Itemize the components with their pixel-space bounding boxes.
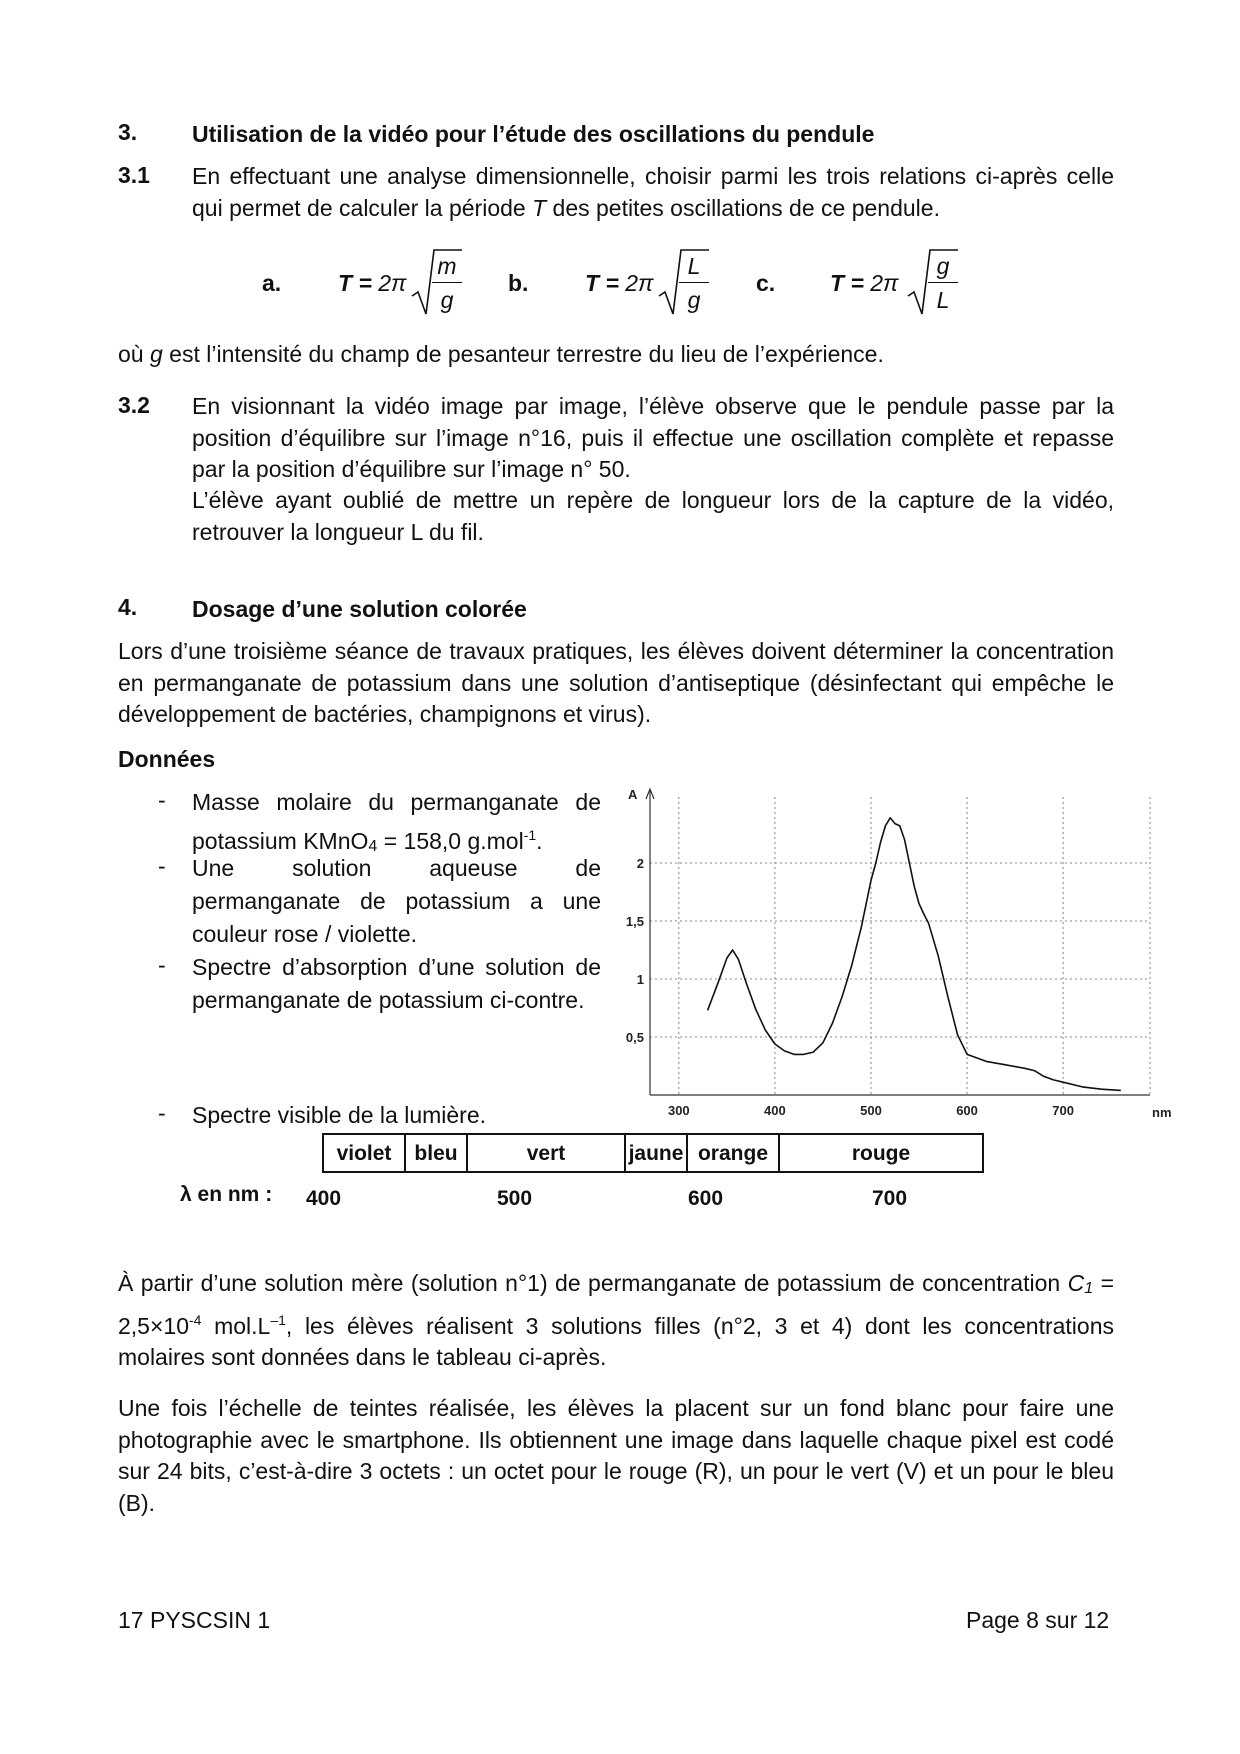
x-tick-label: 500	[860, 1103, 882, 1118]
molar-mass-subscript: 4	[368, 838, 378, 855]
formula-label: a.	[262, 270, 282, 296]
para1-text-a: À partir d’une solution mère (solution n°1) de permanganate de potassium de concentration	[118, 1270, 1068, 1296]
formula-denominator: g	[687, 287, 701, 313]
y-tick-label: 1	[636, 972, 644, 987]
spectrum-band-jaune: jaune	[626, 1135, 688, 1171]
question-3-2-text-2: L’élève ayant oublié de mettre un repère de longueur lors de la capture de la vidéo, retrouver la longueur L du fil.	[192, 487, 1114, 545]
formula-fraction	[679, 250, 709, 315]
section-4-intro: Lors d’une troisième séance de travaux pratiques, les élèves doivent déterminer la concentration en permanganate de potassium dans une solution d’antiseptique (désinfectant qui empêche le développement de bactéries, champignons et virus).	[118, 638, 1114, 727]
section-3-title: Utilisation de la vidéo pour l’étude des oscillations du pendule	[192, 121, 875, 147]
formula-label: b.	[508, 270, 529, 296]
gravity-note	[118, 339, 1114, 371]
wavelength-axis-label: λ en nm :	[180, 1183, 273, 1206]
x-tick-label: 300	[667, 1103, 690, 1118]
x-tick-label: 600	[956, 1103, 978, 1118]
formula-a	[262, 250, 472, 320]
formula-lhs: T =	[830, 270, 864, 296]
section-4-number: 4.	[118, 594, 138, 620]
question-3-2-text: En visionnant la vidéo image par image, l’élève observe que le pendule passe par la position d’équilibre sur l’image n°16, puis il effectue une oscillation complète et repasse par la position d’équilibre sur l’image n° 50.	[192, 393, 1114, 482]
formula-coef: 2π	[625, 270, 654, 296]
spectrum-band-violet: violet	[324, 1135, 406, 1171]
donnees-title: Données	[118, 746, 216, 772]
list-dash: -	[158, 853, 166, 879]
y-tick-label: 1,5	[625, 914, 644, 929]
formula-fraction	[928, 250, 958, 315]
wavelength-tick: 600	[688, 1187, 724, 1210]
formula-numerator: m	[432, 250, 462, 283]
spectrum-band-rouge: rouge	[851, 1142, 911, 1165]
y-axis-label: A	[628, 787, 638, 802]
footer-exam-code: 17 PYSCSIN 1	[118, 1607, 271, 1633]
x-tick-label: 700	[1052, 1103, 1074, 1118]
molar-mass-text-c: .	[536, 828, 543, 854]
list-dash: -	[158, 952, 166, 978]
concentration-subscript: 1	[1084, 1280, 1094, 1297]
para1-text-e: , les élèves réalisent 3 solutions filles (n°2, 3 et 4) dont les concentrations molaires sont données dans le tableau ci-après.	[118, 1312, 1114, 1370]
formula-denominator: g	[440, 287, 454, 313]
section-4-title: Dosage d’une solution colorée	[192, 596, 527, 622]
molar-mass-superscript: -1	[523, 827, 537, 843]
question-3-1-number: 3.1	[118, 162, 150, 188]
y-tick-label: 0,5	[625, 1030, 644, 1045]
formula-b	[508, 250, 718, 320]
formula-lhs: T =	[338, 270, 372, 296]
list-item-visible-spectrum: Spectre visible de la lumière.	[192, 1102, 487, 1128]
wavelength-tick: 400	[306, 1187, 342, 1210]
list-dash: -	[158, 787, 166, 813]
formula-coef: 2π	[378, 270, 407, 296]
section-3-number: 3.	[118, 119, 138, 145]
para1-text-d: mol.L	[201, 1312, 271, 1339]
footer-page-number: Page 8 sur 12	[966, 1607, 1110, 1633]
x-tick-label: 400	[764, 1103, 786, 1118]
period-variable: T	[532, 194, 547, 221]
question-3-2-number: 3.2	[118, 392, 150, 418]
formula-coef: 2π	[870, 270, 899, 296]
visible-spectrum-bar	[322, 1133, 984, 1173]
gravity-variable: g	[149, 341, 163, 367]
formula-numerator: g	[928, 250, 958, 283]
wavelength-tick: 700	[872, 1187, 908, 1210]
question-3-1-text-a: En effectuant une analyse dimensionnelle, choisir parmi les trois relations ci-après celle qui permet de calculer la période	[192, 163, 1114, 221]
list-dash: -	[158, 1100, 166, 1126]
concentration-exponent: -4	[189, 1311, 202, 1328]
spectrum-band-bleu: bleu	[406, 1135, 468, 1171]
formula-lhs: T =	[585, 270, 619, 296]
list-item-color: Une solution aqueuse de permanganate de potassium a une couleur rose / violette.	[192, 855, 601, 947]
spectrum-band-vert: vert	[468, 1135, 626, 1171]
formula-label: c.	[756, 270, 776, 296]
x-axis-label: nm	[1152, 1105, 1172, 1120]
mother-solution-paragraph	[118, 1268, 1114, 1374]
para1-text-b: = 2,5×10	[118, 1270, 1114, 1339]
concentration-variable: C	[1067, 1270, 1085, 1296]
formula-fraction	[432, 250, 462, 315]
molar-mass-text-b: = 158,0 g.mol	[377, 828, 524, 854]
molar-mass-text-a: Masse molaire du permanganate de potassium KMnO	[192, 789, 601, 854]
gravity-note-pre: où	[118, 341, 150, 367]
y-tick-label: 2	[636, 856, 644, 871]
photography-paragraph: Une fois l’échelle de teintes réalisée, les élèves la placent sur un fond blanc pour faire une photographie avec le smartphone. Ils obtiennent une image dans laquelle chaque pixel est codé sur 24 bits, c’est-à-dire 3 octets : un octet pour le rouge (R), un pour le vert (V) et un pour le bleu (B).	[118, 1395, 1114, 1516]
list-item-absorption: Spectre d’absorption d’une solution de permanganate de potassium ci-contre.	[192, 954, 601, 1013]
formula-numerator: L	[679, 250, 709, 283]
unit-exponent: –1	[270, 1311, 286, 1328]
spectrum-band-orange: orange	[688, 1135, 780, 1171]
wavelength-tick: 500	[497, 1187, 533, 1210]
question-3-1-text	[192, 161, 1114, 224]
formula-denominator: L	[936, 287, 950, 313]
absorbance-series-line	[708, 818, 1121, 1091]
question-3-1-text-b: des petites oscillations de ce pendule.	[546, 194, 940, 221]
absorption-spectrum-chart	[600, 780, 1180, 1125]
gravity-note-post: est l’intensité du champ de pesanteur terrestre du lieu de l’expérience.	[162, 341, 884, 367]
formula-c	[756, 250, 966, 320]
